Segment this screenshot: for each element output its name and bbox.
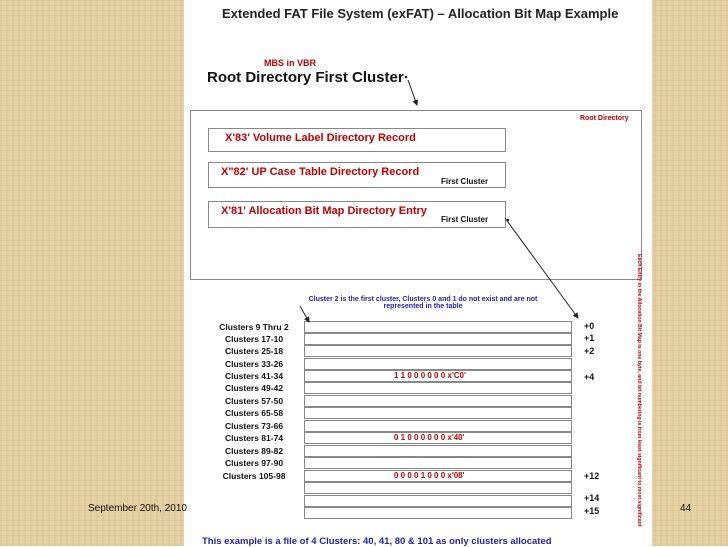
cluster-label: Clusters 105-98 [222,471,286,481]
offset-label: +1 [584,333,595,343]
offset-label: +14 [584,493,600,503]
offset-label: +2 [584,346,595,356]
cluster-label: Clusters 81-74 [224,433,284,443]
cluster-label: Clusters 17-10 [224,334,284,344]
arrow-to-allocation-table [505,218,578,318]
allocation-bitmap-first-cluster-label: First Cluster [441,215,489,224]
up-case-table-record-text: X"82' UP Case Table Directory Record [221,166,420,178]
root-directory-label: Root Directory [580,115,629,122]
up-case-first-cluster-label: First Cluster [441,177,489,186]
cluster-label: Clusters 49-42 [224,383,284,393]
arrow-dot [507,219,510,222]
cluster-label: Clusters 9 Thru 2 [219,322,289,332]
offset-label: +12 [584,471,600,481]
cluster-label: Clusters 33-26 [224,359,284,369]
cluster-label: Clusters 97-90 [224,458,284,468]
byte-ordering-vertical-note: Each Entry in the Allocation Bit Map is one byte, and bit numbering is from least significant to most significant [636,254,642,527]
slide-page-number: 44 [680,503,692,514]
allocation-bitmap-record-text: X'81' Allocation Bit Map Directory Entry [221,205,427,217]
arrow-cluster-2-note [300,306,309,322]
slide-date: September 20th, 2010 [88,503,187,514]
offset-label: +15 [584,506,600,516]
arrow-dot [405,76,408,79]
volume-label-record-text: X'83' Volume Label Directory Record [225,132,416,144]
bit-value-x-08: 0 0 0 0 1 0 0 0 x'08' [394,471,465,480]
offset-label: +4 [584,372,595,382]
arrow-to-root-directory [408,80,417,105]
bit-value-x-40: 0 1 0 0 0 0 0 0 x'40' [394,433,465,442]
footer-note: This example is a file of 4 Clusters: 40, 41, 80 & 101 as only clusters allocated [202,536,552,547]
cluster-2-note-text: Cluster 2 is the first cluster, Clusters 0 and 1 do not exist and are not represented in the table [308,296,538,310]
mbs-in-vbr-label: MBS in VBR [264,58,317,68]
cluster-label: Clusters 65-58 [224,408,284,418]
cluster-label: Clusters 89-82 [224,446,284,456]
offset-label: +0 [584,321,595,331]
cluster-label: Clusters 41-34 [224,371,284,381]
cluster-label: Clusters 57-50 [224,396,284,406]
bit-value-x-c0: 1 1 0 0 0 0 0 0 x'C0' [394,371,466,380]
cluster-label: Clusters 25-18 [224,346,284,356]
slide-title: Extended FAT File System (exFAT) – Allocation Bit Map Example [222,6,619,21]
root-directory-first-cluster-label: Root Directory First Cluster [207,69,404,86]
cluster-label: Clusters 73-66 [224,421,284,431]
